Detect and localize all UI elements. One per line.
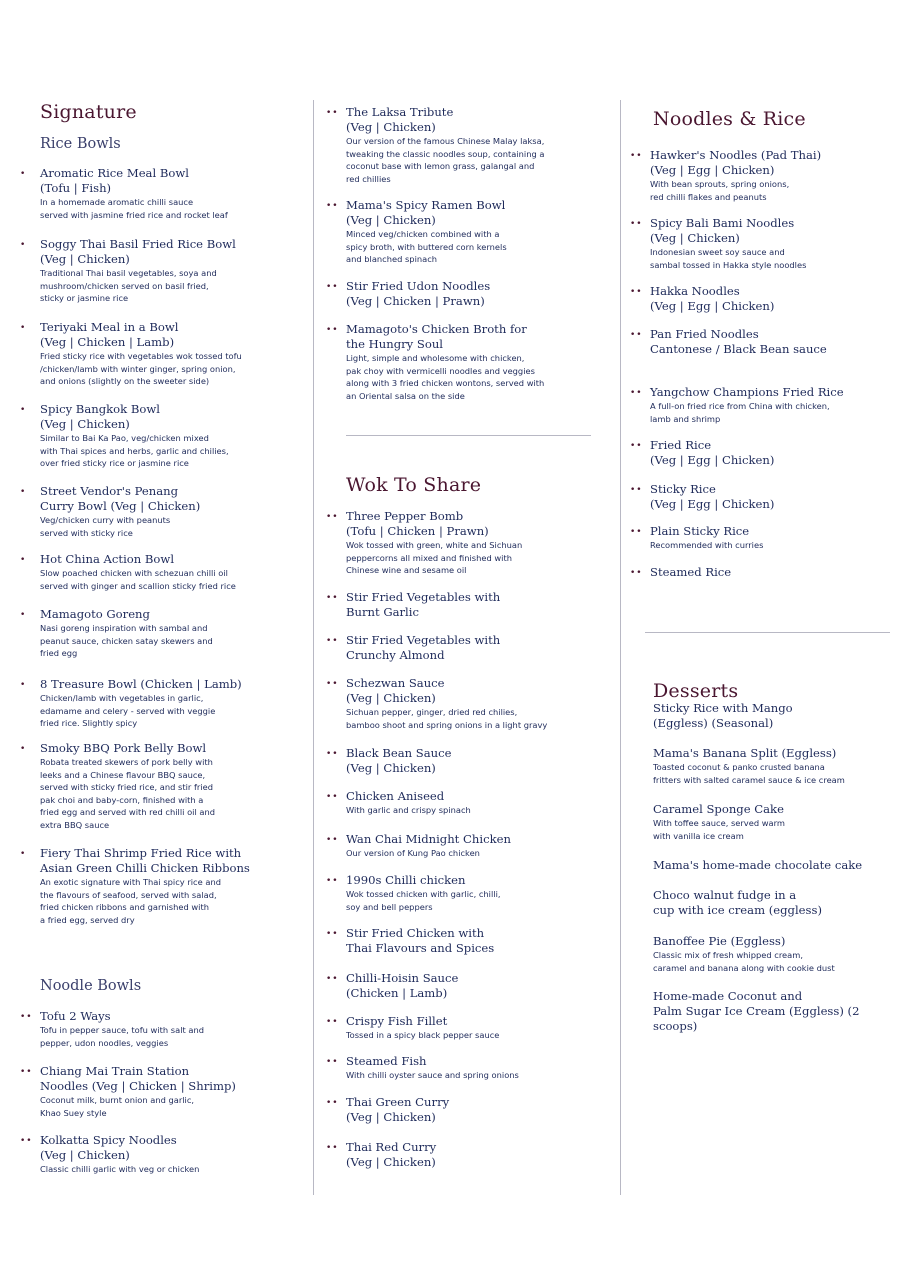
bullet-icon: •• xyxy=(326,679,339,689)
menu-item-description: Tofu in pepper sauce, tofu with salt and pepper, udon noodles, veggies xyxy=(40,1025,205,1048)
bullet-icon: •• xyxy=(20,1012,33,1022)
section-divider-desserts xyxy=(645,632,890,633)
menu-item xyxy=(20,1133,300,1176)
menu-item-description: A full-on fried rice from China with chicken, lamb and shrimp xyxy=(650,401,830,424)
menu-item xyxy=(326,198,606,266)
menu-item-name: Yangchow Champions Fried Rice xyxy=(650,385,844,399)
menu-item-name: Spicy Bali Bami Noodles (Veg | Chicken) xyxy=(650,216,795,245)
bullet-icon: • xyxy=(20,610,27,620)
menu-item-name: Mama's home-made chocolate cake xyxy=(653,858,863,872)
menu-item xyxy=(634,858,904,873)
menu-item xyxy=(634,934,904,974)
menu-item xyxy=(326,1095,606,1125)
column-divider-right xyxy=(620,100,621,1195)
bullet-icon: •• xyxy=(630,388,643,398)
menu-item-name: Fried Rice (Veg | Egg | Chicken) xyxy=(650,438,775,467)
bullet-icon: •• xyxy=(630,219,643,229)
menu-item-name: Hot China Action Bowl xyxy=(40,552,175,566)
menu-item-name: Spicy Bangkok Bowl (Veg | Chicken) xyxy=(40,402,160,431)
menu-item-name: Chiang Mai Train Station Noodles (Veg | Chicken | Shrimp) xyxy=(40,1064,236,1093)
menu-item xyxy=(20,1009,300,1049)
bullet-icon: •• xyxy=(326,593,339,603)
menu-item-name: Stir Fried Vegetables with Crunchy Almond xyxy=(346,633,501,662)
bullet-icon: •• xyxy=(630,441,643,451)
bullet-icon: •• xyxy=(630,568,643,578)
menu-item-description: Indonesian sweet soy sauce and sambal tossed in Hakka style noodles xyxy=(650,247,807,270)
menu-item xyxy=(630,565,900,580)
bullet-icon: • xyxy=(20,849,27,859)
menu-item xyxy=(326,633,606,663)
menu-item-name: Home-made Coconut and Palm Sugar Ice Cream (Eggless) (2 scoops) xyxy=(653,989,860,1033)
menu-item-name: Choco walnut fudge in a cup with ice cream (eggless) xyxy=(653,888,822,917)
menu-item xyxy=(634,888,904,918)
menu-item-description: With garlic and crispy spinach xyxy=(346,805,471,815)
bullet-icon: •• xyxy=(326,876,339,886)
menu-item-name: 8 Treasure Bowl (Chicken | Lamb) xyxy=(40,677,242,691)
section-title-noodles-rice: Noodles & Rice xyxy=(653,108,806,130)
column-divider-left xyxy=(313,100,314,1195)
menu-item-description: Traditional Thai basil vegetables, soya and mushroom/chicken served on basil fried, sticky or jasmine rice xyxy=(40,268,217,303)
menu-item-name: Mamagoto Goreng xyxy=(40,607,150,621)
menu-item xyxy=(630,438,900,468)
bullet-icon: •• xyxy=(326,108,339,118)
menu-item-name: Mamagoto's Chicken Broth for the Hungry Soul xyxy=(346,322,527,351)
menu-item-description: With toffee sauce, served warm with vanilla ice cream xyxy=(653,818,785,841)
menu-item xyxy=(20,166,300,221)
bullet-icon: •• xyxy=(326,1057,339,1067)
menu-item-name: Stir Fried Vegetables with Burnt Garlic xyxy=(346,590,501,619)
menu-item xyxy=(326,1054,606,1082)
bullet-icon: •• xyxy=(630,330,643,340)
menu-item-description: With chilli oyster sauce and spring onions xyxy=(346,1070,519,1080)
menu-item xyxy=(20,484,300,539)
menu-item-name: Thai Green Curry (Veg | Chicken) xyxy=(346,1095,450,1124)
menu-item xyxy=(326,1014,606,1042)
menu-item-description: In a homemade aromatic chilli sauce served with jasmine fried rice and rocket leaf xyxy=(40,197,228,220)
menu-item xyxy=(634,989,904,1034)
menu-item xyxy=(326,971,606,1001)
menu-item xyxy=(326,832,606,860)
menu-item-description: Veg/chicken curry with peanuts served with sticky rice xyxy=(40,515,171,538)
menu-item-description: Minced veg/chicken combined with a spicy broth, with buttered corn kernels and blanched spinach xyxy=(346,229,507,264)
menu-item-description: Recommended with curries xyxy=(650,540,764,550)
menu-item-description: Our version of the famous Chinese Malay laksa, tweaking the classic noodles soup, containing a coconut base with lemon grass, galangal and red chillies xyxy=(346,136,545,184)
menu-item-name: Wan Chai Midnight Chicken xyxy=(346,832,511,846)
menu-item-name: Thai Red Curry (Veg | Chicken) xyxy=(346,1140,437,1169)
menu-item xyxy=(20,741,300,831)
menu-item-name: Kolkatta Spicy Noodles (Veg | Chicken) xyxy=(40,1133,177,1162)
menu-item xyxy=(630,284,900,314)
menu-item xyxy=(630,327,900,357)
menu-item xyxy=(20,607,300,660)
menu-item-name: Aromatic Rice Meal Bowl (Tofu | Fish) xyxy=(40,166,189,195)
menu-item xyxy=(20,1064,300,1119)
menu-item-description: An exotic signature with Thai spicy rice and the flavours of seafood, served with salad, fried chicken ribbons and garnished with a fried egg, served dry xyxy=(40,877,221,925)
menu-item-name: Teriyaki Meal in a Bowl (Veg | Chicken | Lamb) xyxy=(40,320,179,349)
menu-item xyxy=(20,320,300,388)
menu-item xyxy=(20,237,300,305)
menu-item-name: Plain Sticky Rice xyxy=(650,524,750,538)
section-divider-wok xyxy=(346,435,591,436)
menu-item-description: Chicken/lamb with vegetables in garlic, edamame and celery - served with veggie fried rice. Slightly spicy xyxy=(40,693,216,728)
section-title-desserts: Desserts xyxy=(653,680,739,702)
menu-item-name: Sticky Rice (Veg | Egg | Chicken) xyxy=(650,482,775,511)
menu-item-name: Soggy Thai Basil Fried Rice Bowl (Veg | Chicken) xyxy=(40,237,236,266)
menu-item-name: Smoky BBQ Pork Belly Bowl xyxy=(40,741,207,755)
menu-item-description: Our version of Kung Pao chicken xyxy=(346,848,480,858)
bullet-icon: •• xyxy=(326,749,339,759)
menu-item-description: Toasted coconut & panko crusted banana fritters with salted caramel sauce & ice cream xyxy=(653,762,845,785)
bullet-icon: •• xyxy=(326,1017,339,1027)
bullet-icon: •• xyxy=(630,485,643,495)
bullet-icon: • xyxy=(20,487,27,497)
menu-item-description: Sichuan pepper, ginger, dried red chilies, bamboo shoot and spring onions in a light gravy xyxy=(346,707,548,730)
menu-item-description: Tossed in a spicy black pepper sauce xyxy=(346,1030,500,1040)
menu-item-name: Street Vendor's Penang Curry Bowl (Veg | Chicken) xyxy=(40,484,201,513)
menu-item-description: With bean sprouts, spring onions, red chilli flakes and peanuts xyxy=(650,179,790,202)
bullet-icon: •• xyxy=(326,792,339,802)
bullet-icon: •• xyxy=(326,512,339,522)
menu-item xyxy=(326,279,606,309)
menu-item-name: Caramel Sponge Cake xyxy=(653,802,784,816)
menu-item xyxy=(630,482,900,512)
menu-item xyxy=(326,926,606,956)
menu-item xyxy=(326,322,606,402)
menu-item-description: Classic mix of fresh whipped cream, caramel and banana along with cookie dust xyxy=(653,950,835,973)
bullet-icon: •• xyxy=(326,835,339,845)
menu-item xyxy=(20,677,300,730)
menu-item xyxy=(630,148,900,203)
menu-item-name: The Laksa Tribute (Veg | Chicken) xyxy=(346,105,454,134)
bullet-icon: • xyxy=(20,323,27,333)
menu-item-description: Slow poached chicken with schezuan chilli oil served with ginger and scallion sticky fried rice xyxy=(40,568,236,591)
menu-item xyxy=(634,746,904,786)
menu-item-name: Hawker's Noodles (Pad Thai) (Veg | Egg | Chicken) xyxy=(650,148,822,177)
menu-item-name: Schezwan Sauce (Veg | Chicken) xyxy=(346,676,445,705)
section-title-signature: Signature xyxy=(40,101,137,123)
menu-item-name: Hakka Noodles (Veg | Egg | Chicken) xyxy=(650,284,775,313)
menu-item xyxy=(20,552,300,592)
bullet-icon: •• xyxy=(326,1143,339,1153)
bullet-icon: •• xyxy=(20,1067,33,1077)
section-subtitle-rice-bowls: Rice Bowls xyxy=(40,136,121,152)
menu-item-name: Tofu 2 Ways xyxy=(40,1009,111,1023)
menu-item xyxy=(326,676,606,731)
menu-item xyxy=(326,590,606,620)
menu-item-description: Classic chilli garlic with veg or chicken xyxy=(40,1164,200,1174)
bullet-icon: •• xyxy=(630,151,643,161)
menu-item xyxy=(326,509,606,577)
bullet-icon: • xyxy=(20,680,27,690)
bullet-icon: • xyxy=(20,240,27,250)
menu-item xyxy=(326,789,606,817)
menu-item xyxy=(326,1140,606,1170)
bullet-icon: •• xyxy=(20,1136,33,1146)
bullet-icon: •• xyxy=(326,325,339,335)
menu-item-description: Robata treated skewers of pork belly with leeks and a Chinese flavour BBQ sauce, served with sticky fried rice, and stir fried pak choi and baby-corn, finished with a fried egg and served with red chilli oil and extra BBQ sauce xyxy=(40,757,216,830)
menu-item-name: Sticky Rice with Mango (Eggless) (Seasonal) xyxy=(653,701,793,730)
menu-item xyxy=(20,846,300,926)
bullet-icon: •• xyxy=(326,1098,339,1108)
menu-item-name: Chilli-Hoisin Sauce (Chicken | Lamb) xyxy=(346,971,459,1000)
menu-item-name: Black Bean Sauce (Veg | Chicken) xyxy=(346,746,452,775)
menu-item-name: Three Pepper Bomb (Tofu | Chicken | Prawn) xyxy=(346,509,489,538)
bullet-icon: • xyxy=(20,169,27,179)
menu-item xyxy=(630,524,900,552)
menu-item-name: Fiery Thai Shrimp Fried Rice with Asian Green Chilli Chicken Ribbons xyxy=(40,846,250,875)
menu-item xyxy=(634,802,904,842)
menu-item-name: Pan Fried Noodles Cantonese / Black Bean sauce xyxy=(650,327,827,356)
menu-item xyxy=(634,701,904,731)
bullet-icon: •• xyxy=(326,282,339,292)
bullet-icon: •• xyxy=(630,287,643,297)
menu-item-name: Stir Fried Udon Noodles (Veg | Chicken | Prawn) xyxy=(346,279,491,308)
menu-item xyxy=(20,402,300,470)
menu-item-name: 1990s Chilli chicken xyxy=(346,873,466,887)
menu-item xyxy=(326,746,606,776)
bullet-icon: •• xyxy=(326,201,339,211)
bullet-icon: •• xyxy=(630,527,643,537)
menu-item xyxy=(326,873,606,913)
menu-item-name: Mama's Spicy Ramen Bowl (Veg | Chicken) xyxy=(346,198,506,227)
menu-item-name: Crispy Fish Fillet xyxy=(346,1014,448,1028)
bullet-icon: •• xyxy=(326,974,339,984)
menu-item-name: Mama's Banana Split (Eggless) xyxy=(653,746,837,760)
menu-item-name: Steamed Rice xyxy=(650,565,732,579)
menu-item-description: Light, simple and wholesome with chicken, pak choy with vermicelli noodles and veggies along with 3 fried chicken wontons, served with an Oriental salsa on the side xyxy=(346,353,545,401)
section-subtitle-noodle-bowls: Noodle Bowls xyxy=(40,978,142,994)
menu-item-name: Stir Fried Chicken with Thai Flavours and Spices xyxy=(346,926,495,955)
menu-item xyxy=(630,216,900,271)
menu-item-name: Banoffee Pie (Eggless) xyxy=(653,934,786,948)
menu-item-description: Nasi goreng inspiration with sambal and peanut sauce, chicken satay skewers and fried egg xyxy=(40,623,213,658)
menu-item xyxy=(326,105,606,185)
menu-item-description: Fried sticky rice with vegetables wok tossed tofu /chicken/lamb with winter ginger, spring onion, and onions (slightly on the sweeter side) xyxy=(40,351,242,386)
bullet-icon: • xyxy=(20,744,27,754)
menu-item-name: Chicken Aniseed xyxy=(346,789,445,803)
section-title-wok-to-share: Wok To Share xyxy=(346,474,482,496)
menu-item-name: Steamed Fish xyxy=(346,1054,427,1068)
bullet-icon: • xyxy=(20,555,27,565)
menu-item-description: Wok tossed chicken with garlic, chilli, soy and bell peppers xyxy=(346,889,501,912)
menu-item-description: Coconut milk, burnt onion and garlic, Khao Suey style xyxy=(40,1095,195,1118)
menu-item xyxy=(630,385,900,425)
menu-item-description: Similar to Bai Ka Pao, veg/chicken mixed with Thai spices and herbs, garlic and chilies, over fried sticky rice or jasmine rice xyxy=(40,433,229,468)
bullet-icon: •• xyxy=(326,929,339,939)
menu-item-description: Wok tossed with green, white and Sichuan peppercorns all mixed and finished with Chinese wine and sesame oil xyxy=(346,540,523,575)
bullet-icon: •• xyxy=(326,636,339,646)
bullet-icon: • xyxy=(20,405,27,415)
